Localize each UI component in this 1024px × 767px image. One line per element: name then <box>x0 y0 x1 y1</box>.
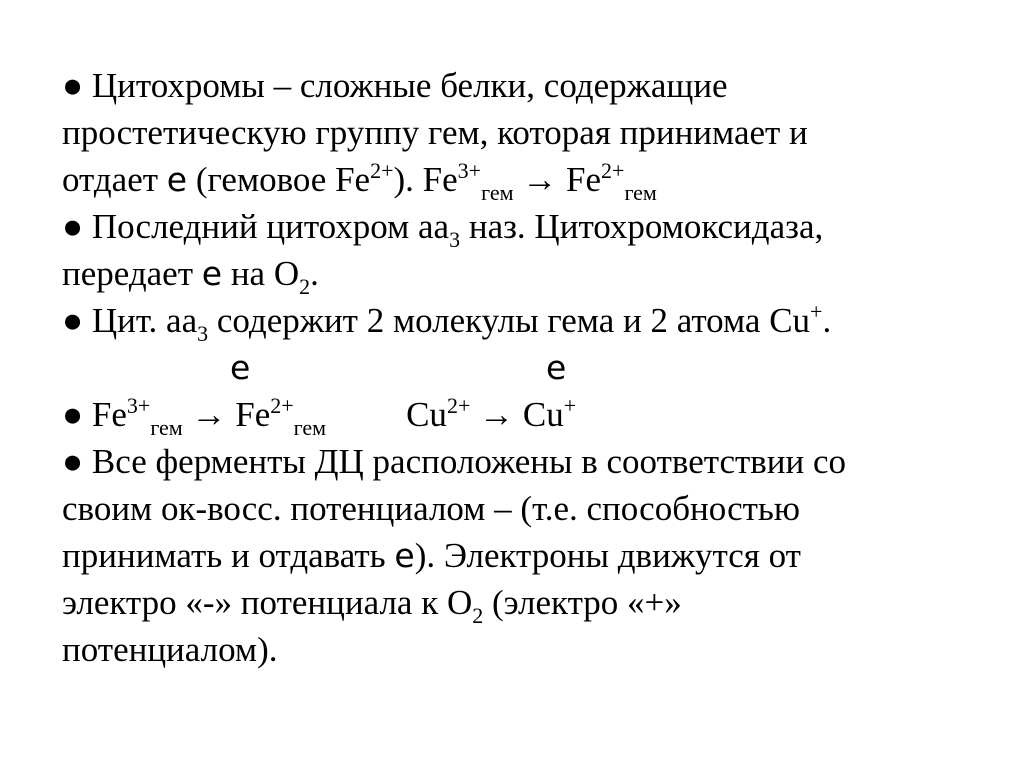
electron-symbol: е <box>394 536 415 575</box>
text: Цитохромы – сложные белки, содержащие <box>91 66 728 105</box>
subscript: гем <box>481 180 514 205</box>
text: Последний цитохром аа <box>91 207 450 246</box>
text: . <box>822 301 832 340</box>
line-12 <box>62 579 1002 626</box>
text: принимать и отдавать <box>62 536 386 575</box>
charge: + <box>810 299 823 324</box>
electron-row <box>62 344 1002 391</box>
text: Fe <box>235 395 271 434</box>
text: содержит 2 молекулы гема и 2 атома Cu <box>216 301 811 340</box>
line-9 <box>62 438 1002 485</box>
text: ). Fe <box>393 160 458 199</box>
charge: 3+ <box>457 158 482 183</box>
electron-symbol: е <box>546 348 567 387</box>
text: потенциалом). <box>62 630 278 669</box>
text: Fe <box>91 395 127 434</box>
bullet: ● <box>62 395 84 434</box>
electron-symbol: е <box>166 160 188 199</box>
electron-symbol: е <box>201 254 223 293</box>
electron-symbol: е <box>230 348 251 387</box>
text: простетическую группу гем, которая принимает и <box>62 113 808 152</box>
line-4 <box>62 203 1002 250</box>
bullet: ● <box>62 207 84 246</box>
charge: 3+ <box>126 393 151 418</box>
line-6 <box>62 297 1002 344</box>
subscript: 3 <box>197 321 209 346</box>
line-10 <box>62 485 1002 532</box>
text: ). Электроны движутся от <box>414 536 801 575</box>
text: (гемовое Fe <box>195 160 371 199</box>
line-1 <box>62 62 1002 109</box>
text: Cu <box>522 395 564 434</box>
charge: 2+ <box>370 158 394 183</box>
subscript: 2 <box>299 274 311 299</box>
bullet: ● <box>62 301 84 340</box>
charge: 2+ <box>270 393 294 418</box>
text: на О <box>230 254 300 293</box>
arrow: → <box>522 160 558 199</box>
slide-body <box>62 62 1002 673</box>
arrow: → <box>191 395 227 434</box>
text: своим ок-восс. потенциалом – (т.е. способностью <box>62 489 801 528</box>
text: . <box>310 254 319 293</box>
subscript: 2 <box>472 603 484 628</box>
text: наз. Цитохромоксидаза, <box>468 207 824 246</box>
charge: 2+ <box>601 158 625 183</box>
line-3 <box>62 156 1002 203</box>
subscript: гем <box>624 180 657 205</box>
line-8 <box>62 391 1002 438</box>
line-5 <box>62 250 1002 297</box>
text: Cu <box>406 395 447 434</box>
text: отдает <box>62 160 159 199</box>
text: электро «-» потенциала к О <box>62 583 473 622</box>
line-2 <box>62 109 1002 156</box>
text: Fe <box>566 160 602 199</box>
charge: 2+ <box>446 393 471 418</box>
arrow: → <box>479 395 515 434</box>
charge: + <box>563 393 577 418</box>
subscript: гем <box>293 415 327 440</box>
text: передает <box>62 254 194 293</box>
text: (электро «+» <box>491 583 682 622</box>
bullet: ● <box>62 442 84 481</box>
subscript: 3 <box>449 227 461 252</box>
text: Цит. аа <box>91 301 198 340</box>
subscript: гем <box>150 415 183 440</box>
bullet: ● <box>62 66 84 105</box>
line-11 <box>62 532 1002 579</box>
text: Все ферменты ДЦ расположены в соответствии со <box>91 442 847 481</box>
line-13 <box>62 626 1002 673</box>
